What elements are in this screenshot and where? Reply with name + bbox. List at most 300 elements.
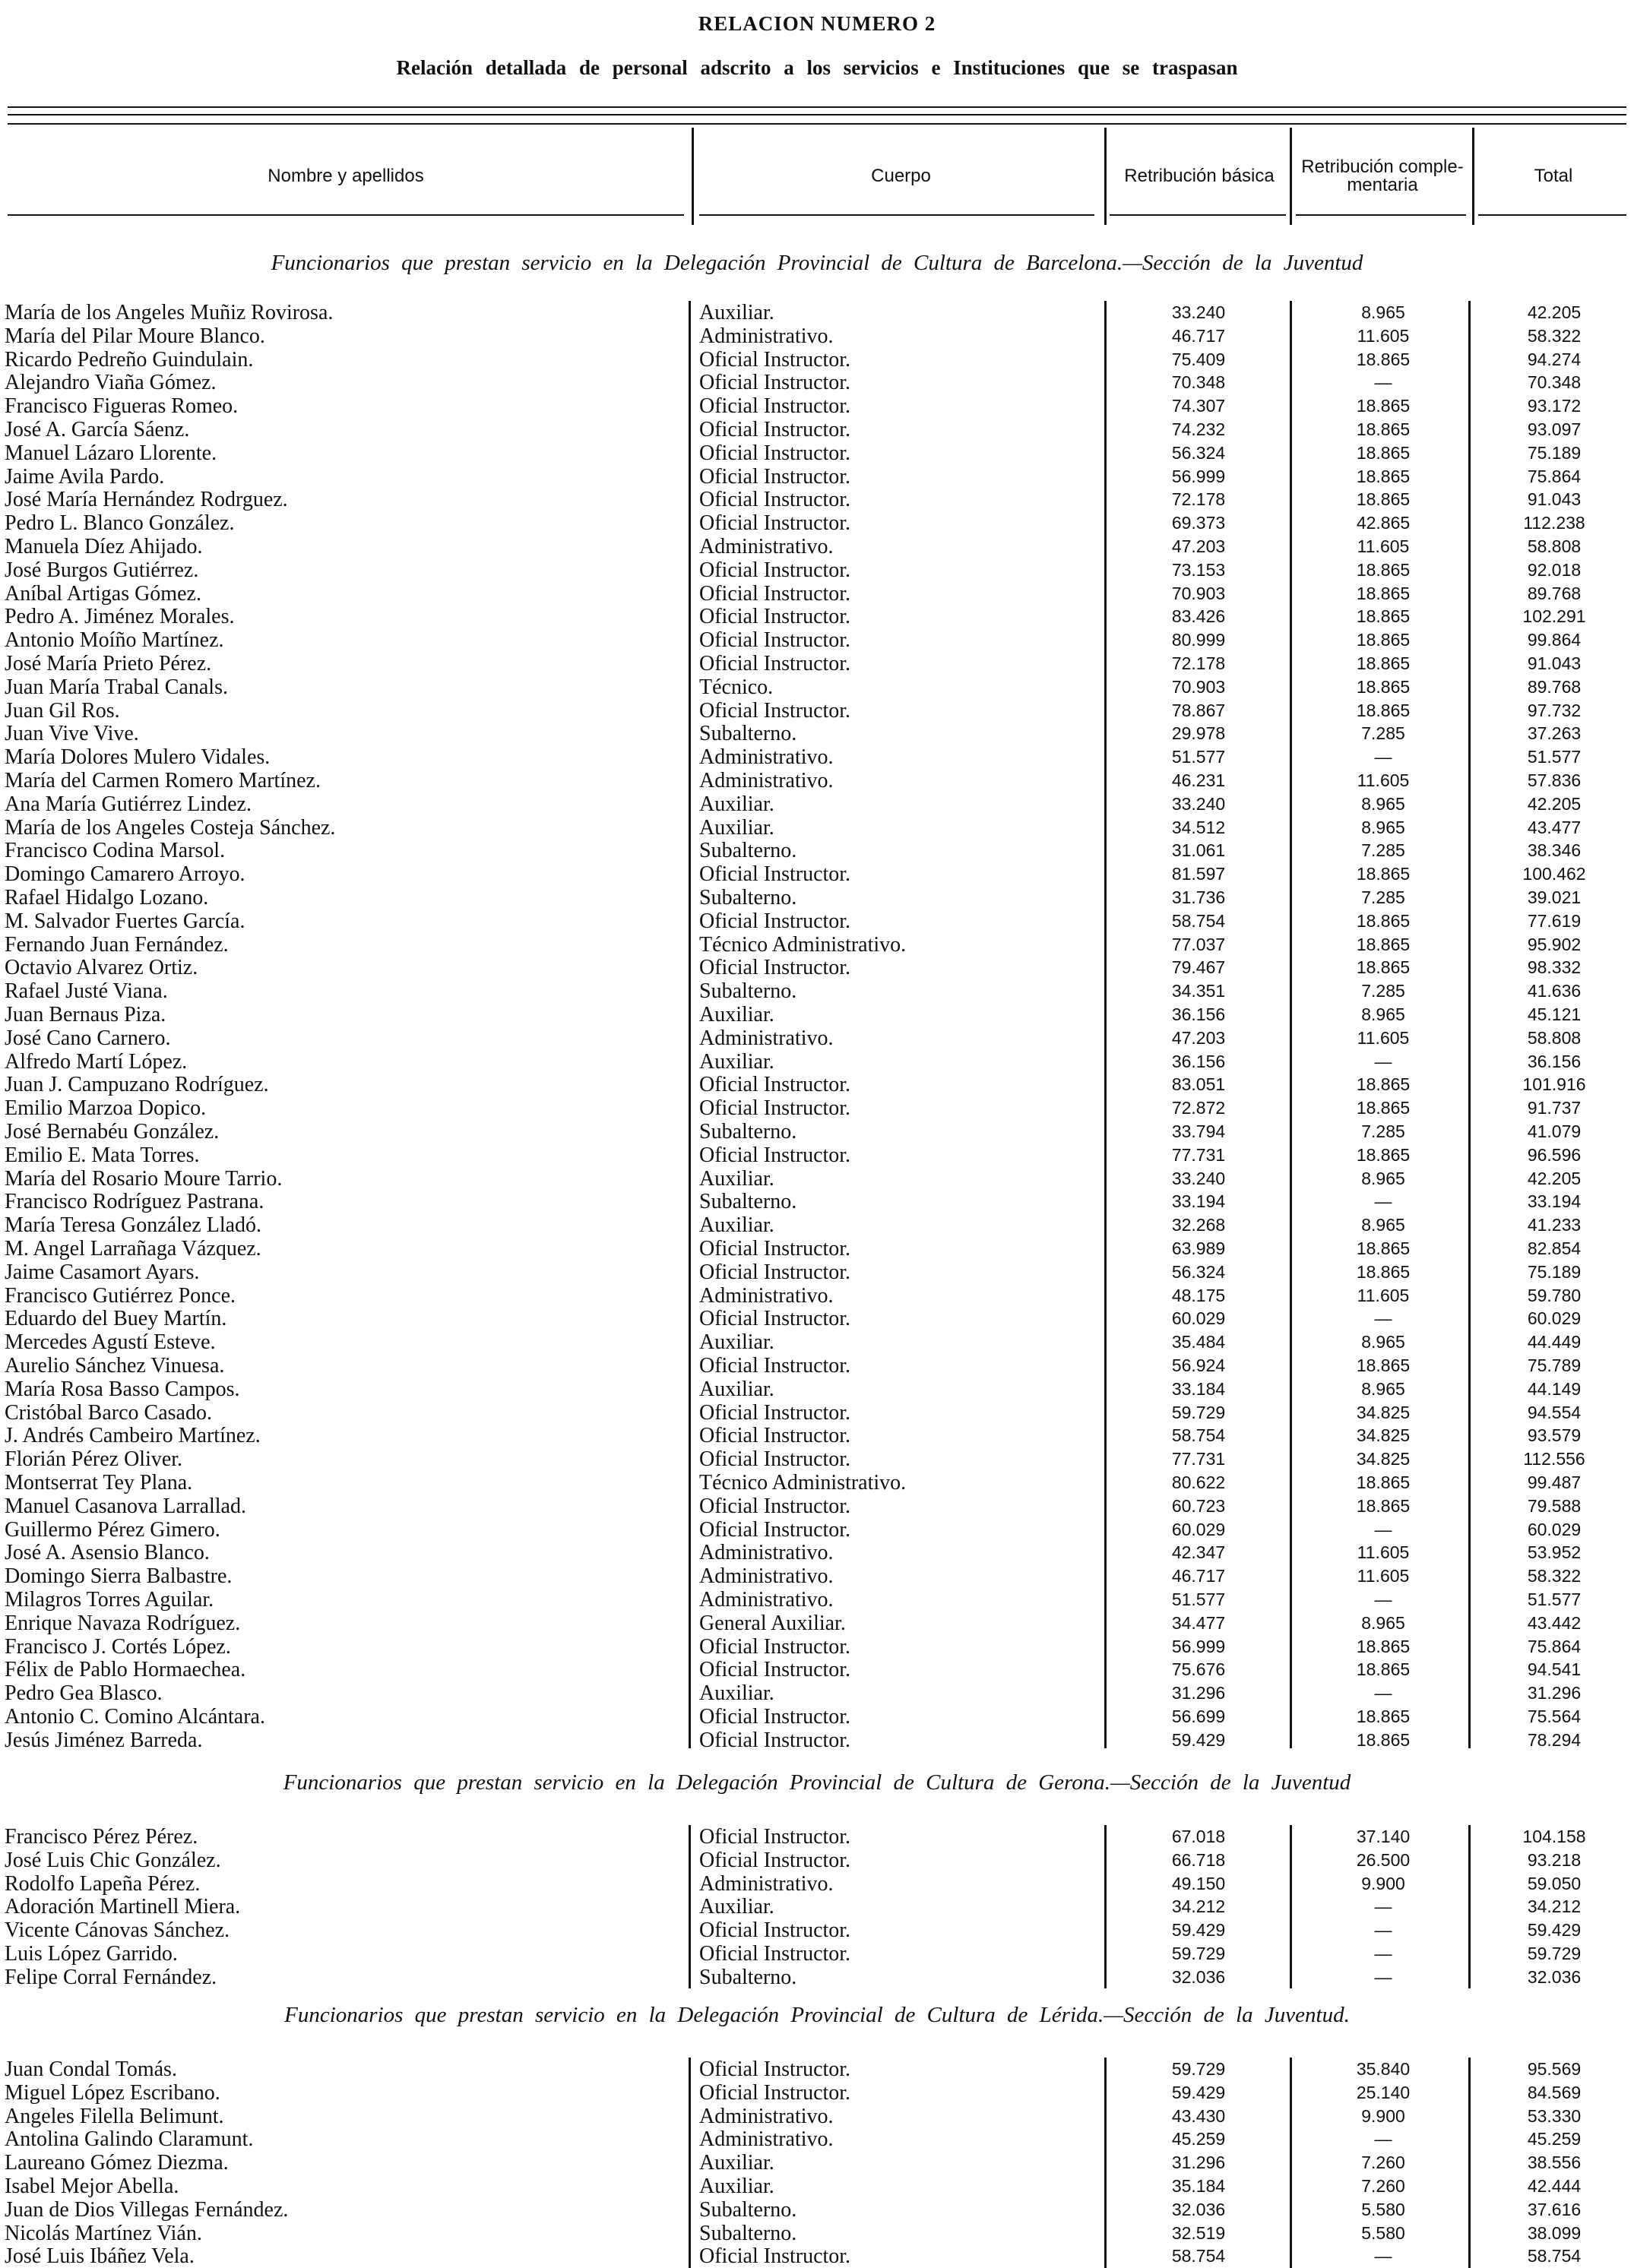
cuerpo-cell: Oficial Instructor.: [699, 1942, 851, 1966]
table-row: [0, 1495, 1634, 1518]
table-row: [0, 1330, 1634, 1354]
retribucion-basica-cell: 83.051: [1171, 1074, 1226, 1095]
total-cell: 58.322: [1527, 325, 1582, 346]
top-rule-double: [8, 114, 1626, 115]
retribucion-basica-cell: 74.307: [1171, 396, 1226, 416]
cuerpo-cell: Oficial Instructor.: [699, 652, 851, 675]
table-row: [0, 1237, 1634, 1261]
retribucion-basica-cell: 48.175: [1171, 1285, 1226, 1305]
person-name: Juan de Dios Villegas Fernández.: [5, 2197, 289, 2222]
cuerpo-cell: Oficial Instructor.: [699, 464, 851, 489]
retribucion-basica-cell: 60.029: [1171, 1519, 1226, 1539]
table-row: [0, 2081, 1634, 2105]
person-name: Guillermo Pérez Gimero.: [5, 1517, 220, 1542]
header-underline: [1296, 214, 1466, 216]
header-basica: Retribución básica: [1124, 166, 1275, 186]
retribucion-basica-cell: 47.203: [1171, 1027, 1226, 1048]
person-name: Juan Gil Ros.: [5, 698, 120, 723]
table-row: [0, 862, 1634, 886]
total-cell: 82.854: [1527, 1238, 1582, 1258]
retribucion-basica-cell: 47.203: [1171, 536, 1226, 556]
retribucion-basica-cell: 72.178: [1171, 653, 1226, 673]
table-row: [0, 1705, 1634, 1729]
table-row: [0, 1401, 1634, 1425]
retribucion-complementaria-cell: 8.965: [1361, 817, 1405, 837]
retribucion-basica-cell: 35.184: [1171, 2176, 1226, 2196]
retribucion-complementaria-cell: —: [1374, 1191, 1392, 1212]
retribucion-complementaria-cell: 7.285: [1361, 981, 1405, 1001]
total-cell: 43.442: [1527, 1612, 1582, 1633]
person-name: Francisco J. Cortés López.: [5, 1634, 231, 1659]
retribucion-complementaria-cell: —: [1374, 1920, 1392, 1941]
person-name: M. Angel Larrañaga Vázquez.: [5, 1237, 261, 1261]
table-row: [0, 558, 1634, 582]
person-name: Antonio C. Comino Alcántara.: [5, 1705, 265, 1729]
retribucion-basica-cell: 59.429: [1171, 2082, 1226, 2102]
table-row: [0, 2244, 1634, 2268]
person-name: M. Salvador Fuertes García.: [5, 909, 245, 933]
section-title-gerona: Funcionarios que prestan servicio en la Delegación Provincial de Cultura de Gerona.—Sección de la Juventud: [283, 1770, 1351, 1795]
person-name: María Dolores Mulero Vidales.: [5, 745, 271, 770]
person-name: Rafael Hidalgo Lozano.: [5, 886, 209, 909]
retribucion-complementaria-cell: 18.865: [1356, 489, 1411, 510]
total-cell: 41.233: [1527, 1215, 1582, 1235]
retribucion-basica-cell: 83.426: [1171, 606, 1226, 627]
table-row: [0, 488, 1634, 511]
cuerpo-cell: Oficial Instructor.: [699, 418, 851, 441]
retribucion-complementaria-cell: 5.580: [1361, 2222, 1405, 2243]
section-title-lerida: Funcionarios que prestan servicio en la Delegación Provincial de Cultura de Lérida.—Sección de la Juventud.: [284, 2003, 1350, 2027]
total-cell: 93.579: [1527, 1425, 1582, 1446]
table-row: [0, 979, 1634, 1003]
header-underline: [1110, 214, 1286, 216]
total-cell: 57.836: [1527, 770, 1582, 790]
retribucion-complementaria-cell: 18.865: [1356, 349, 1411, 369]
table-row: [0, 1050, 1634, 1074]
table-row: [0, 1612, 1634, 1635]
retribucion-basica-cell: 74.232: [1171, 419, 1226, 439]
cuerpo-cell: Administrativo.: [699, 769, 834, 792]
retribucion-complementaria-cell: 18.865: [1356, 1144, 1411, 1165]
retribucion-basica-cell: 46.717: [1171, 325, 1226, 346]
table-row: [0, 769, 1634, 792]
total-cell: 43.477: [1527, 817, 1582, 837]
retribucion-complementaria-cell: 8.965: [1361, 1168, 1405, 1188]
retribucion-basica-cell: 34.212: [1171, 1896, 1226, 1917]
person-name: Francisco Gutiérrez Ponce.: [5, 1283, 236, 1308]
cuerpo-cell: Oficial Instructor.: [699, 628, 851, 653]
table-row: [0, 582, 1634, 606]
table-row: [0, 1918, 1634, 1942]
table-row: [0, 2058, 1634, 2081]
retribucion-basica-cell: 42.347: [1171, 1542, 1226, 1563]
person-name: María del Rosario Moure Tarrio.: [5, 1166, 283, 1191]
table-row: [0, 1658, 1634, 1681]
retribucion-complementaria-cell: 26.500: [1356, 1849, 1411, 1870]
cuerpo-cell: Oficial Instructor.: [699, 1728, 851, 1752]
header-underline: [699, 214, 1094, 216]
total-cell: 38.346: [1527, 840, 1582, 861]
cuerpo-cell: Oficial Instructor.: [699, 558, 851, 582]
retribucion-basica-cell: 34.477: [1171, 1612, 1226, 1633]
retribucion-complementaria-cell: 18.865: [1356, 1238, 1411, 1258]
retribucion-complementaria-cell: 8.965: [1361, 1612, 1405, 1633]
cuerpo-cell: Oficial Instructor.: [699, 1143, 851, 1167]
person-name: José Luis Ibáñez Vela.: [5, 2244, 195, 2268]
retribucion-basica-cell: 58.754: [1171, 1425, 1226, 1446]
total-cell: 84.569: [1527, 2082, 1582, 2102]
retribucion-complementaria-cell: 5.580: [1361, 2199, 1405, 2219]
total-cell: 53.330: [1527, 2105, 1582, 2126]
table-row: [0, 1026, 1634, 1050]
cuerpo-cell: Oficial Instructor.: [699, 1705, 851, 1729]
person-name: Juan María Trabal Canals.: [5, 675, 228, 699]
retribucion-complementaria-cell: —: [1374, 747, 1392, 767]
person-name: María del Carmen Romero Martínez.: [5, 769, 321, 792]
retribucion-basica-cell: 34.512: [1171, 817, 1226, 837]
cuerpo-cell: Auxiliar.: [699, 1681, 774, 1706]
person-name: José Bernabéu González.: [5, 1120, 220, 1143]
table-row: [0, 1588, 1634, 1612]
person-name: Angeles Filella Belimunt.: [5, 2104, 224, 2128]
retribucion-complementaria-cell: 11.605: [1357, 536, 1410, 556]
retribucion-complementaria-cell: —: [1374, 1944, 1392, 1963]
person-name: María Teresa González Lladó.: [5, 1213, 262, 1238]
cuerpo-cell: Oficial Instructor.: [699, 1918, 851, 1943]
person-name: José A. Asensio Blanco.: [5, 1541, 210, 1565]
table-row: [0, 1073, 1634, 1096]
retribucion-basica-cell: 70.903: [1171, 583, 1226, 603]
cuerpo-cell: Oficial Instructor.: [699, 698, 851, 723]
retribucion-complementaria-cell: 18.865: [1356, 559, 1411, 580]
retribucion-basica-cell: 45.259: [1171, 2129, 1226, 2149]
retribucion-complementaria-cell: 9.900: [1361, 2105, 1405, 2126]
person-name: Miguel López Escribano.: [5, 2080, 220, 2105]
person-name: Domingo Sierra Balbastre.: [5, 1564, 233, 1589]
person-name: José María Prieto Pérez.: [5, 652, 212, 675]
retribucion-basica-cell: 60.723: [1171, 1495, 1226, 1516]
retribucion-complementaria-cell: 34.825: [1356, 1449, 1411, 1469]
total-cell: 45.121: [1527, 1004, 1582, 1024]
total-cell: 92.018: [1527, 559, 1582, 580]
retribucion-complementaria-cell: 18.865: [1356, 1074, 1411, 1095]
person-name: Octavio Alvarez Ortiz.: [5, 956, 198, 980]
total-cell: 95.569: [1527, 2059, 1582, 2079]
retribucion-basica-cell: 80.999: [1171, 630, 1226, 650]
total-cell: 60.029: [1527, 1308, 1582, 1329]
retribucion-complementaria-cell: 18.865: [1356, 466, 1411, 486]
person-name: José A. García Sáenz.: [5, 418, 190, 441]
cuerpo-cell: Administrativo.: [699, 1283, 834, 1308]
total-cell: 53.952: [1527, 1542, 1582, 1563]
cuerpo-cell: Oficial Instructor.: [699, 2080, 851, 2105]
person-name: Jaime Casamort Ayars.: [5, 1260, 200, 1284]
person-name: María Rosa Basso Campos.: [5, 1377, 240, 1401]
retribucion-complementaria-cell: —: [1374, 1683, 1392, 1703]
table-row: [0, 1895, 1634, 1918]
cuerpo-cell: Auxiliar.: [699, 792, 774, 816]
cuerpo-cell: Subalterno.: [699, 2221, 797, 2245]
retribucion-complementaria-cell: 18.865: [1356, 419, 1411, 439]
retribucion-complementaria-cell: 7.285: [1361, 887, 1405, 907]
total-cell: 36.156: [1527, 1051, 1582, 1071]
retribucion-basica-cell: 46.231: [1171, 770, 1226, 790]
table-row: [0, 465, 1634, 489]
person-name: Alejandro Viaña Gómez.: [5, 371, 217, 395]
cuerpo-cell: Administrativo.: [699, 2127, 834, 2152]
total-cell: 44.149: [1527, 1378, 1582, 1399]
cuerpo-cell: Oficial Instructor.: [699, 2058, 851, 2081]
total-cell: 51.577: [1527, 747, 1582, 767]
table-row: [0, 1635, 1634, 1659]
cuerpo-cell: Auxiliar.: [699, 2175, 774, 2198]
table-row: [0, 1966, 1634, 1989]
table-row: [0, 1825, 1634, 1849]
person-name: Adoración Martinell Miera.: [5, 1895, 241, 1919]
retribucion-basica-cell: 78.867: [1171, 700, 1226, 720]
cuerpo-cell: Auxiliar.: [699, 1003, 774, 1026]
cuerpo-cell: Oficial Instructor.: [699, 1073, 851, 1097]
cuerpo-cell: Oficial Instructor.: [699, 394, 851, 419]
person-name: Eduardo del Buey Martín.: [5, 1307, 227, 1331]
retribucion-complementaria-cell: 37.140: [1356, 1827, 1411, 1846]
retribucion-basica-cell: 56.324: [1171, 442, 1226, 463]
cuerpo-cell: Auxiliar.: [699, 1377, 774, 1401]
total-cell: 39.021: [1527, 887, 1582, 907]
table-row: [0, 348, 1634, 372]
table-row: [0, 1213, 1634, 1237]
total-cell: 93.097: [1527, 419, 1582, 439]
retribucion-basica-cell: 51.577: [1171, 1589, 1226, 1609]
total-cell: 59.050: [1527, 1873, 1582, 1893]
retribucion-basica-cell: 75.409: [1171, 349, 1226, 369]
table-row: [0, 605, 1634, 628]
column-divider: [1104, 128, 1107, 225]
retribucion-basica-cell: 32.036: [1171, 2199, 1226, 2219]
table-row: [0, 1564, 1634, 1588]
retribucion-complementaria-cell: 18.865: [1356, 864, 1411, 884]
cuerpo-cell: Oficial Instructor.: [699, 371, 851, 395]
retribucion-complementaria-cell: 18.865: [1356, 653, 1411, 673]
retribucion-complementaria-cell: 18.865: [1356, 630, 1411, 650]
retribucion-complementaria-cell: 8.965: [1361, 1378, 1405, 1399]
cuerpo-cell: Oficial Instructor.: [699, 1400, 851, 1425]
cuerpo-cell: Auxiliar.: [699, 301, 774, 324]
retribucion-basica-cell: 58.754: [1171, 910, 1226, 931]
retribucion-basica-cell: 59.729: [1171, 1944, 1226, 1963]
table-row: [0, 371, 1634, 394]
cuerpo-cell: Técnico.: [699, 675, 774, 699]
person-name: Antonio Moíño Martínez.: [5, 628, 224, 653]
cuerpo-cell: Oficial Instructor.: [699, 441, 851, 465]
cuerpo-cell: Oficial Instructor.: [699, 909, 851, 933]
table-row: [0, 1942, 1634, 1966]
person-name: Vicente Cánovas Sánchez.: [5, 1918, 230, 1943]
cuerpo-cell: Oficial Instructor.: [699, 956, 851, 980]
cuerpo-cell: Administrativo.: [699, 1541, 834, 1565]
total-cell: 42.205: [1527, 793, 1582, 814]
total-cell: 77.619: [1527, 910, 1582, 931]
cuerpo-cell: Oficial Instructor.: [699, 1517, 851, 1542]
total-cell: 91.737: [1527, 1098, 1582, 1118]
person-name: Milagros Torres Aguilar.: [5, 1588, 214, 1612]
total-cell: 97.732: [1527, 700, 1582, 720]
total-cell: 75.189: [1527, 442, 1582, 463]
table-row: [0, 1167, 1634, 1191]
total-cell: 94.554: [1527, 1402, 1582, 1422]
retribucion-complementaria-cell: 25.140: [1356, 2082, 1411, 2102]
column-divider: [692, 128, 694, 225]
table-row: [0, 2222, 1634, 2245]
person-name: Manuel Casanova Larrallad.: [5, 1494, 246, 1518]
cuerpo-cell: Subalterno.: [699, 2197, 797, 2222]
cuerpo-cell: Oficial Instructor.: [699, 1237, 851, 1261]
retribucion-basica-cell: 73.153: [1171, 559, 1226, 580]
cuerpo-cell: Oficial Instructor.: [699, 581, 851, 606]
person-name: Emilio E. Mata Torres.: [5, 1143, 200, 1167]
retribucion-complementaria-cell: 34.825: [1356, 1402, 1411, 1422]
retribucion-complementaria-cell: 42.865: [1356, 513, 1411, 533]
table-row: [0, 1681, 1634, 1705]
retribucion-complementaria-cell: 34.825: [1356, 1425, 1411, 1446]
table-row: [0, 1378, 1634, 1401]
person-name: José María Hernández Rodrguez.: [5, 488, 288, 512]
retribucion-basica-cell: 31.061: [1171, 840, 1226, 861]
retribucion-basica-cell: 31.296: [1171, 1683, 1226, 1703]
retribucion-complementaria-cell: 7.285: [1361, 840, 1405, 861]
retribucion-complementaria-cell: 11.605: [1357, 1542, 1410, 1563]
retribucion-basica-cell: 81.597: [1171, 864, 1226, 884]
person-name: Cristóbal Barco Casado.: [5, 1400, 212, 1425]
total-cell: 32.036: [1527, 1966, 1582, 1987]
total-cell: 99.487: [1527, 1472, 1582, 1492]
table-row: [0, 535, 1634, 558]
retribucion-basica-cell: 31.296: [1171, 2153, 1226, 2173]
retribucion-basica-cell: 36.156: [1171, 1051, 1226, 1071]
retribucion-basica-cell: 70.903: [1171, 676, 1226, 697]
retribucion-complementaria-cell: 7.285: [1361, 1121, 1405, 1141]
cuerpo-cell: Auxiliar.: [699, 1166, 774, 1191]
cuerpo-cell: Subalterno.: [699, 979, 797, 1004]
total-cell: 104.158: [1522, 1827, 1586, 1846]
cuerpo-cell: Auxiliar.: [699, 815, 774, 840]
retribucion-basica-cell: 43.430: [1171, 2105, 1226, 2126]
table-row: [0, 675, 1634, 699]
retribucion-complementaria-cell: 18.865: [1356, 583, 1411, 603]
retribucion-complementaria-cell: 7.285: [1361, 723, 1405, 744]
retribucion-basica-cell: 80.622: [1171, 1472, 1226, 1492]
person-name: Félix de Pablo Hormaechea.: [5, 1658, 246, 1682]
retribucion-basica-cell: 34.351: [1171, 981, 1226, 1001]
total-cell: 89.768: [1527, 676, 1582, 697]
cuerpo-cell: Administrativo.: [699, 2104, 834, 2128]
person-name: Enrique Navaza Rodríguez.: [5, 1611, 241, 1635]
table-row: [0, 1849, 1634, 1872]
retribucion-complementaria-cell: 18.865: [1356, 1495, 1411, 1516]
person-name: Domingo Camarero Arroyo.: [5, 862, 245, 887]
total-cell: 42.205: [1527, 302, 1582, 322]
person-name: Pedro A. Jiménez Morales.: [5, 605, 235, 629]
cuerpo-cell: Oficial Instructor.: [699, 1424, 851, 1448]
total-cell: 75.864: [1527, 466, 1582, 486]
person-name: María del Pilar Moure Blanco.: [5, 324, 265, 348]
total-cell: 37.263: [1527, 723, 1582, 744]
person-name: Florián Pérez Oliver.: [5, 1447, 183, 1472]
page-subtitle: Relación detallada de personal adscrito a los servicios e Instituciones que se traspasan: [396, 56, 1238, 79]
table-row: [0, 1190, 1634, 1213]
retribucion-basica-cell: 33.240: [1171, 302, 1226, 322]
retribucion-basica-cell: 33.240: [1171, 1168, 1226, 1188]
retribucion-complementaria-cell: —: [1374, 1589, 1392, 1609]
person-name: Juan Condal Tomás.: [5, 2058, 177, 2081]
table-row: [0, 1541, 1634, 1564]
header-total: Total: [1534, 166, 1573, 186]
person-name: Francisco Codina Marsol.: [5, 839, 226, 863]
retribucion-basica-cell: 72.872: [1171, 1098, 1226, 1118]
retribucion-basica-cell: 35.484: [1171, 1332, 1226, 1352]
retribucion-complementaria-cell: 9.900: [1361, 1873, 1405, 1893]
header-cuerpo: Cuerpo: [871, 166, 931, 186]
total-cell: 37.616: [1527, 2199, 1582, 2219]
person-name: Alfredo Martí López.: [5, 1049, 188, 1074]
header-name: Nombre y apellidos: [268, 166, 424, 186]
retribucion-basica-cell: 58.754: [1171, 2246, 1226, 2266]
total-cell: 44.449: [1527, 1332, 1582, 1352]
person-name: Pedro L. Blanco González.: [5, 511, 235, 536]
table-row: [0, 1261, 1634, 1284]
cuerpo-cell: Oficial Instructor.: [699, 1354, 851, 1378]
cuerpo-cell: Administrativo.: [699, 1564, 834, 1589]
person-name: Manuela Díez Ahijado.: [5, 535, 203, 558]
person-name: Ana María Gutiérrez Lindez.: [5, 792, 252, 816]
retribucion-basica-cell: 70.348: [1171, 372, 1226, 393]
total-cell: 112.556: [1523, 1449, 1585, 1469]
retribucion-complementaria-cell: —: [1374, 1519, 1392, 1539]
retribucion-complementaria-cell: 18.865: [1356, 1261, 1411, 1282]
table-row: [0, 652, 1634, 675]
total-cell: 89.768: [1527, 583, 1582, 603]
table-row: [0, 1307, 1634, 1330]
retribucion-complementaria-cell: 18.865: [1356, 700, 1411, 720]
retribucion-basica-cell: 33.794: [1171, 1121, 1226, 1141]
retribucion-complementaria-cell: 18.865: [1356, 910, 1411, 931]
cuerpo-cell: Administrativo.: [699, 745, 834, 770]
cuerpo-cell: Subalterno.: [699, 722, 797, 746]
cuerpo-cell: Auxiliar.: [699, 1895, 774, 1919]
table-row: [0, 1447, 1634, 1471]
total-cell: 100.462: [1522, 864, 1586, 884]
cuerpo-cell: Auxiliar.: [699, 1213, 774, 1238]
total-cell: 58.754: [1527, 2246, 1582, 2266]
cuerpo-cell: Auxiliar.: [699, 1049, 774, 1074]
table-row: [0, 324, 1634, 348]
cuerpo-cell: Oficial Instructor.: [699, 1658, 851, 1682]
table-row: [0, 2175, 1634, 2198]
total-cell: 112.238: [1523, 513, 1585, 533]
total-cell: 94.541: [1527, 1659, 1582, 1680]
table-row: [0, 1284, 1634, 1308]
cuerpo-cell: Oficial Instructor.: [699, 605, 851, 629]
total-cell: 45.259: [1527, 2129, 1582, 2149]
cuerpo-cell: Administrativo.: [699, 535, 834, 558]
cuerpo-cell: Administrativo.: [699, 1588, 834, 1612]
cuerpo-cell: Oficial Instructor.: [699, 2244, 851, 2268]
cuerpo-cell: Administrativo.: [699, 1026, 834, 1050]
retribucion-complementaria-cell: 18.865: [1356, 606, 1411, 627]
retribucion-basica-cell: 49.150: [1171, 1873, 1226, 1893]
total-cell: 59.780: [1527, 1285, 1582, 1305]
table-row: [0, 1354, 1634, 1378]
